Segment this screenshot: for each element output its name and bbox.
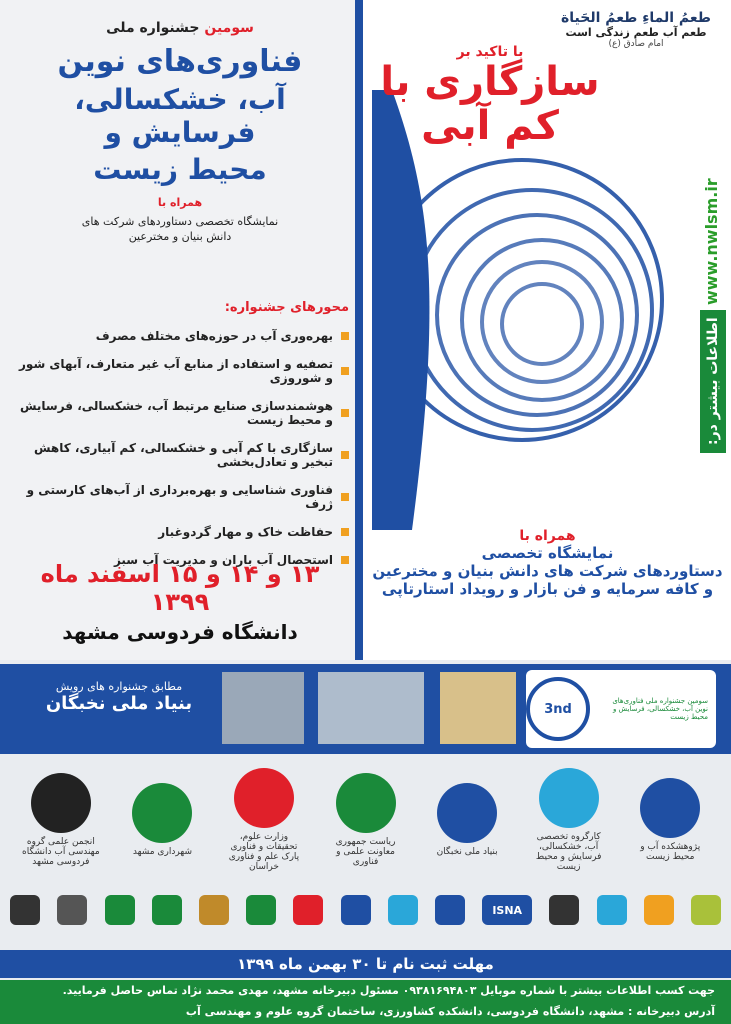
logo-elites-foundation: بنیاد ملی نخبگان (427, 783, 507, 857)
municipality-icon (132, 783, 192, 843)
small-logo (293, 895, 323, 925)
small-logo (152, 895, 182, 925)
festival-logo-caption: سومین جشنواره ملی فناوری‌های نوین آب، خشکسالی، فرسایش و محیط زیست (612, 697, 708, 721)
logo-water-institute: پژوهشکده آب و محیط زیست (630, 778, 710, 862)
small-logo (388, 895, 418, 925)
small-logo (105, 895, 135, 925)
emblem-icon (336, 773, 396, 833)
shrine-image (440, 672, 516, 744)
axes-section (14, 300, 349, 581)
axes-title: محورهای جشنواره: (224, 300, 349, 315)
axis-item: حفاظت خاک و مهار گردوغبار (14, 525, 349, 539)
hadith-persian: طعم آب طعم زندگی است (565, 26, 707, 39)
festival-label: جشنواره ملی (106, 20, 200, 36)
bullet-icon (341, 409, 349, 417)
axis-item: فناوری شناسایی و بهره‌برداری از آب‌های کارستی و ژرف (14, 483, 349, 511)
bullet-icon (341, 493, 349, 501)
title-line1: فناوری‌های نوین (57, 44, 303, 79)
title-line2: آب، خشکسالی، فرسایش و (74, 83, 286, 149)
right-exhibit-title: نمایشگاه تخصصی (481, 544, 614, 562)
edition-label: سومین (204, 20, 254, 36)
axis-item: هوشمندسازی صنایع مرتبط آب، خشکسالی، فرسایش و محیط زیست (14, 399, 349, 427)
slogan-line1: سازگاری با (380, 59, 600, 105)
website-url[interactable]: www.nwlsm.ir (702, 178, 721, 305)
small-logo (691, 895, 721, 925)
divider (355, 0, 363, 660)
axis-item: استحصال آب باران و مدیریت آب سبز (14, 553, 349, 567)
exhibit-line1: نمایشگاه تخصصی دستاوردهای شرکت های (81, 215, 279, 228)
logo-water-association: انجمن علمی گروه مهندسی آب دانشگاه فردوسی مشهد (21, 773, 101, 867)
institute-icon (640, 778, 700, 838)
emphasis-label: با تاکید بر (456, 44, 524, 60)
title-block (20, 20, 340, 243)
band-small: مطابق جشنواره های رویش (55, 680, 183, 693)
small-logo (10, 895, 40, 925)
band-text (14, 680, 224, 714)
exhibit-line2: دانش بنیان و مخترعین (128, 230, 232, 243)
gear-icon (31, 773, 91, 833)
festival-3rd-logo: 3nd (526, 677, 590, 741)
monument-image (222, 672, 304, 744)
small-logo (644, 895, 674, 925)
registration-deadline: مهلت ثبت نام تا ۳۰ بهمن ماه ۱۳۹۹ (0, 950, 731, 978)
isna-logo: ISNA (482, 895, 532, 925)
slogan-block (380, 44, 600, 148)
more-info-label: اطلاعات بیشتر در: (700, 310, 726, 453)
small-logo (435, 895, 465, 925)
hadith-reference: امام صادق (ع) (608, 39, 664, 49)
park-icon (234, 768, 294, 828)
logo-science-park: وزارت علوم، تحقیقات و فناوری پارک علم و فناوری خراسان (224, 768, 304, 872)
right-exhibit-line2: و کافه سرمایه و فن بازار و رویداد استارتاپی (381, 580, 714, 598)
small-logo (549, 895, 579, 925)
bullet-icon (341, 332, 349, 340)
fountain-icon (539, 768, 599, 828)
axis-item: تصفیه و استفاده از منابع آب غیر متعارف، آبهای شور و شوروزی (14, 357, 349, 385)
small-logo (57, 895, 87, 925)
slogan-line2: کم آبی (421, 103, 559, 149)
right-exhibit-block (370, 528, 725, 598)
axis-item: سازگاری با کم آبی و خشکسالی، کم آبیاری، کاهش تبخیر و تعادل‌بخشی (14, 441, 349, 469)
footer-contact: جهت کسب اطلاعات بیشتر با شماره موبایل ۰۹۳۸۱۶۹۴۸۰۳ مسئول دبیرخانه مشهد، مهدی محمد نژاد تماس حاصل فرمایید. (62, 984, 715, 997)
event-dates: ۱۳ و ۱۴ و ۱۵ اسفند ماه ۱۳۹۹ (40, 560, 320, 616)
date-venue (10, 560, 350, 644)
logo-municipality: شهرداری مشهد (122, 783, 202, 857)
footer (0, 980, 731, 1024)
university-image (318, 672, 424, 744)
small-logo (199, 895, 229, 925)
small-logo (597, 895, 627, 925)
hadith-arabic: طعمُ الماءِ طعمُ الحَياة (561, 10, 711, 26)
logo-science-vp: ریاست جمهوری معاونت علمی و فناوری (326, 773, 406, 867)
elites-icon (437, 783, 497, 843)
logo-working-group: کارگروه تخصصی آب، خشکسالی، فرسایش و محیط زیست (529, 768, 609, 872)
sponsor-logos (10, 760, 721, 880)
right-exhibit-line1: دستاوردهای شرکت های دانش بنیان و مخترعین (372, 562, 723, 580)
band-big: بنیاد ملی نخبگان (45, 693, 193, 714)
footer-address: آدرس دبیرخانه : مشهد، دانشگاه فردوسی، دانشکده کشاورزی، ساختمان گروه علوم و مهندسی آب (185, 1005, 715, 1018)
bullet-icon (341, 451, 349, 459)
festival-logo-box (526, 670, 716, 748)
small-logos-row (10, 888, 721, 932)
bullet-icon (341, 367, 349, 375)
small-logo (341, 895, 371, 925)
right-with-label: همراه با (519, 528, 576, 544)
with-label: همراه با (157, 196, 203, 209)
axis-item: بهره‌وری آب در حوزه‌های مختلف مصرف (14, 329, 349, 343)
small-logo (246, 895, 276, 925)
bullet-icon (341, 528, 349, 536)
event-venue: دانشگاه فردوسی مشهد (62, 620, 298, 644)
title-line3: محیط زیست (93, 153, 267, 186)
